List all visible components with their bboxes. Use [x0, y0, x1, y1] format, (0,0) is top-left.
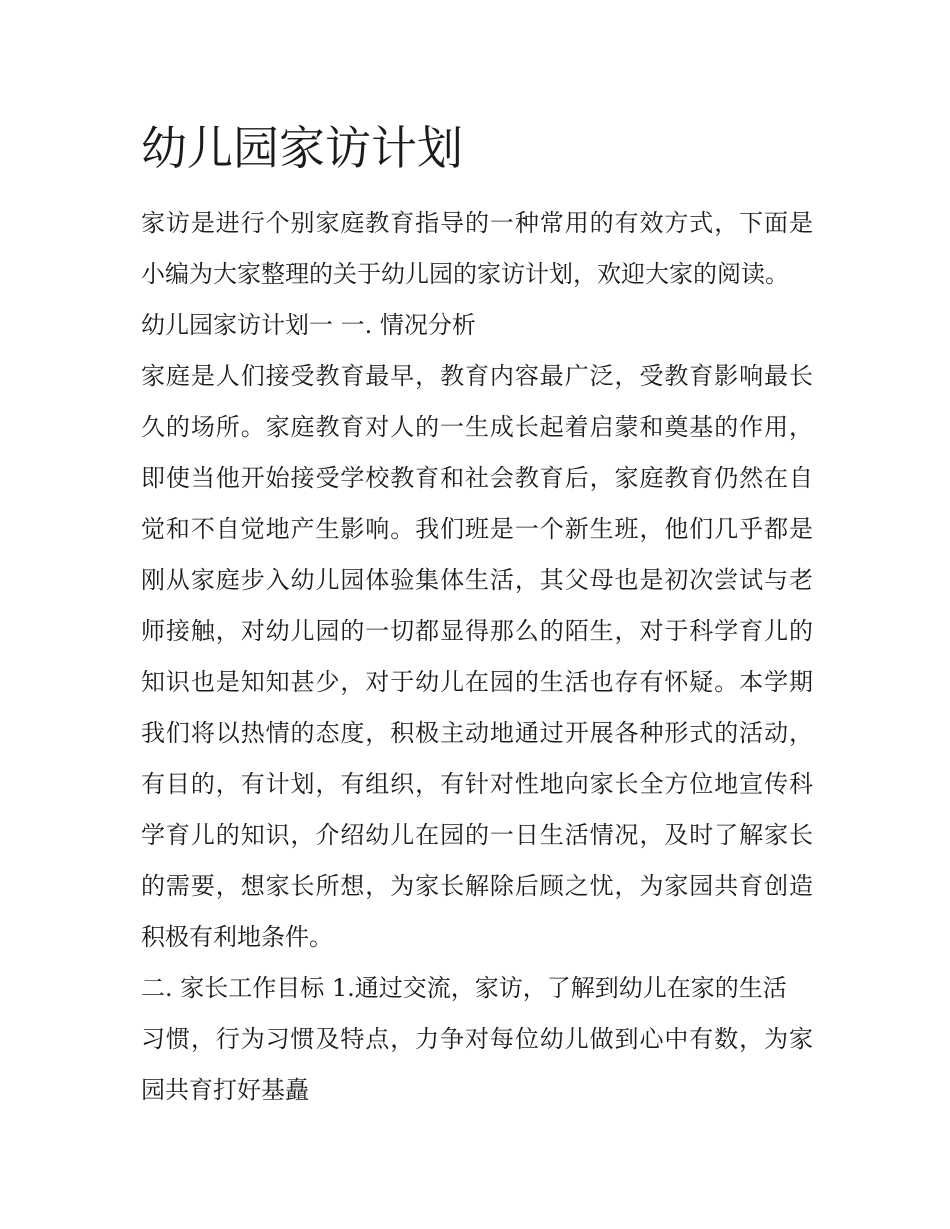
text-line: 小编为大家整理的关于幼儿园的家访计划，欢迎大家的阅读。 — [141, 260, 789, 288]
text-line: 家访是进行个别家庭教育指导的一种常用的有效方式，下面是 — [141, 209, 813, 237]
text-line: 积极有利地条件。 — [141, 923, 333, 951]
text-line: 园共育打好基矗 — [141, 1076, 309, 1104]
text-line: 即使当他开始接受学校教育和社会教育后，家庭教育仍然在自 — [141, 464, 813, 492]
section-2-paragraph — [141, 963, 813, 1116]
text-line: 知识也是知知甚少，对于幼儿在园的生活也存有怀疑。本学期 — [141, 668, 813, 696]
text-line: 家庭是人们接受教育最早，教育内容最广泛，受教育影响最长 — [141, 362, 813, 390]
text-line: 刚从家庭步入幼儿园体验集体生活，其父母也是初次尝试与老 — [141, 566, 813, 594]
text-line: 有目的，有计划，有组织，有针对性地向家长全方位地宣传科 — [141, 770, 813, 798]
text-line: 师接触，对幼儿园的一切都显得那么的陌生，对于科学育儿的 — [141, 617, 813, 645]
text-line: 二. 家长工作目标 1.通过交流，家访，了解到幼儿在家的生活 — [141, 974, 787, 1002]
text-line: 的需要，想家长所想，为家长解除后顾之忧，为家园共育创造 — [141, 872, 813, 900]
text-line: 习惯，行为习惯及特点，力争对每位幼儿做到心中有数，为家 — [141, 1025, 813, 1053]
text-line: 我们将以热情的态度，积极主动地通过开展各种形式的活动， — [141, 719, 813, 747]
section-1-heading: 幼儿园家访计划一 一. 情况分析 — [141, 311, 476, 339]
document-body — [141, 112, 813, 1116]
text-line: 学育儿的知识，介绍幼儿在园的一日生活情况，及时了解家长 — [141, 821, 813, 849]
section-1-paragraph — [141, 351, 813, 963]
intro-paragraph — [141, 198, 813, 300]
document-title: 幼儿园家访计划 — [141, 121, 463, 175]
text-line: 久的场所。家庭教育对人的一生成长起着启蒙和奠基的作用， — [141, 413, 813, 441]
text-line: 觉和不自觉地产生影响。我们班是一个新生班，他们几乎都是 — [141, 515, 813, 543]
